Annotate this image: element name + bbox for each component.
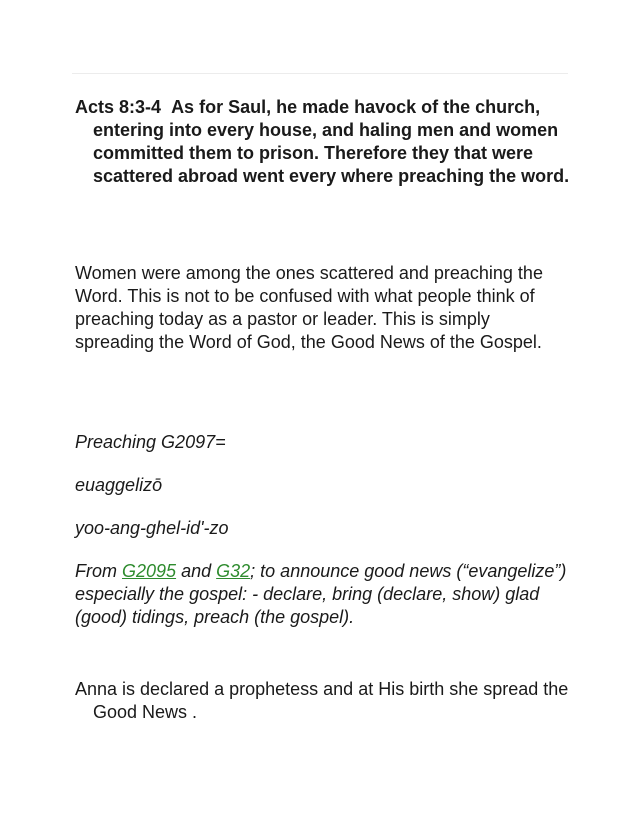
definition-heading: Preaching G2097= [75, 432, 226, 452]
transliteration: euaggelizō [75, 475, 163, 495]
strongs-link-g2095[interactable]: G2095 [122, 561, 177, 581]
pronunciation: yoo-ang-ghel-id'-zo [75, 518, 229, 538]
commentary-paragraph: Women were among the ones scattered and preaching the Word. This is not to be confused with what people think of preaching today as a pastor or leader. This is simply spreading the Word of God, the Good News of the Gospel. [75, 263, 543, 352]
from-label: From [75, 561, 117, 581]
top-divider [72, 73, 568, 74]
definition-meaning: ; to announce good news (“evangelize”) especially the gospel: - declare, bring (declare, show) glad (good) tidings, preach (the gospel). [75, 561, 567, 627]
scripture-reference: Acts 8:3-4 [75, 97, 162, 117]
strongs-link-g32[interactable]: G32 [216, 561, 251, 581]
scripture-text: As for Saul, he made havock of the church, entering into every house, and haling men and women committed them to prison. Therefore they that were scattered abroad went every where preaching the word. [93, 97, 570, 186]
scripture-passage [75, 96, 589, 188]
derivation-paragraph [75, 560, 571, 629]
and-label: and [181, 561, 212, 581]
anna-paragraph: Anna is declared a prophetess and at His birth she spread the Good News . [75, 679, 569, 722]
